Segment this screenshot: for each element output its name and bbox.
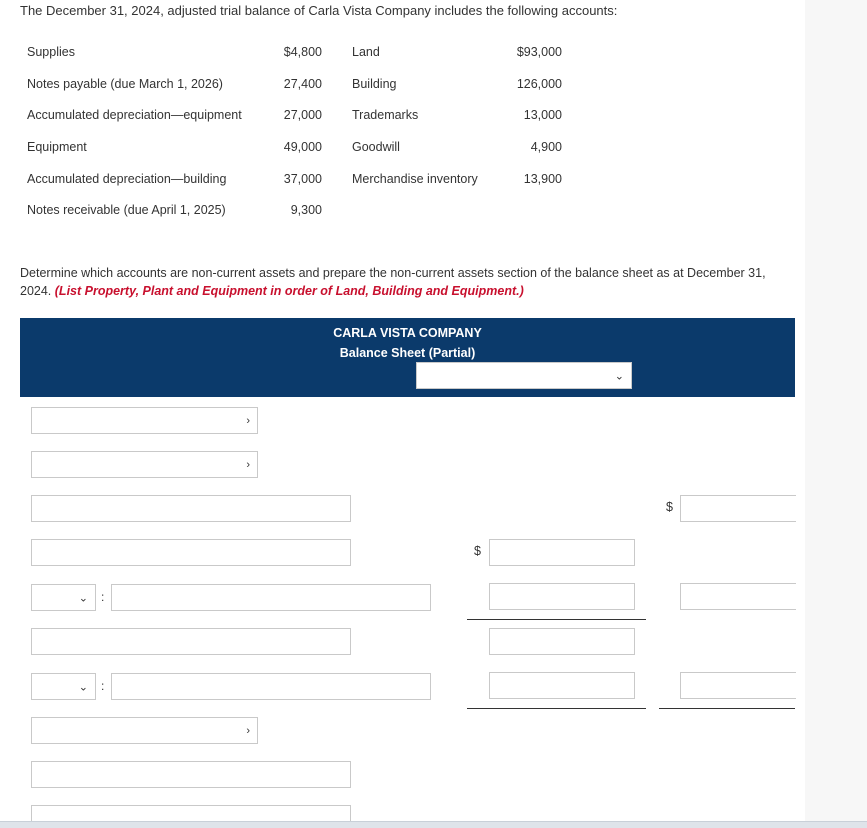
account-amount: 9,300 — [290, 203, 322, 217]
chevron-right-icon: › — [246, 458, 250, 471]
account-name: Notes receivable (due April 1, 2025) — [27, 203, 226, 217]
account-name: Trademarks — [352, 108, 419, 122]
account-name: Accumulated depreciation—building — [27, 172, 227, 186]
chevron-down-icon: ⌄ — [78, 592, 88, 604]
chevron-right-icon: › — [246, 724, 250, 737]
account-input[interactable] — [31, 805, 351, 821]
underline-rule — [467, 619, 646, 620]
account-input[interactable] — [111, 584, 431, 611]
operator-select[interactable] — [31, 673, 96, 700]
colon-separator: : — [101, 679, 105, 693]
account-name: Accumulated depreciation—equipment — [27, 108, 242, 122]
account-amount: $4,800 — [283, 45, 322, 59]
statement-title: Balance Sheet (Partial) — [339, 346, 476, 360]
subsection-heading-select[interactable] — [31, 717, 258, 744]
account-name: Building — [352, 77, 397, 91]
chevron-down-icon: ⌄ — [78, 681, 88, 693]
account-amount: 13,900 — [523, 172, 562, 186]
account-name: Notes payable (due March 1, 2026) — [27, 77, 223, 91]
account-input[interactable] — [31, 628, 351, 655]
chevron-right-icon: › — [246, 414, 250, 427]
company-name: CARLA VISTA COMPANY — [333, 326, 482, 340]
total-amount-input[interactable] — [680, 495, 796, 522]
account-amount: $93,000 — [516, 45, 562, 59]
account-name: Goodwill — [352, 140, 400, 154]
account-amount: 126,000 — [516, 77, 562, 91]
section-heading-select[interactable] — [31, 407, 258, 434]
account-name: Merchandise inventory — [352, 172, 478, 186]
instructions-text: Determine which accounts are non-current assets and prepare the non-current assets section of the balance sheet as at December 31, 2024. — [20, 266, 766, 298]
colon-separator: : — [101, 590, 105, 604]
amount-input[interactable] — [489, 672, 635, 699]
underline-rule — [467, 708, 646, 709]
account-amount: 27,000 — [283, 108, 322, 122]
chevron-down-icon: ⌄ — [614, 370, 624, 382]
account-amount: 13,000 — [523, 108, 562, 122]
statement-header — [20, 318, 795, 397]
dollar-sign: $ — [474, 544, 481, 558]
instructions — [20, 264, 800, 300]
underline-rule — [659, 708, 795, 709]
intro-text: The December 31, 2024, adjusted trial balance of Carla Vista Company includes the following accounts: — [20, 3, 618, 18]
amount-input[interactable] — [489, 628, 635, 655]
right-gutter — [805, 0, 867, 827]
account-name: Land — [352, 45, 380, 59]
amount-input[interactable] — [489, 539, 635, 566]
account-amount: 27,400 — [283, 77, 322, 91]
amount-input[interactable] — [489, 583, 635, 610]
account-amount: 49,000 — [283, 140, 322, 154]
account-input[interactable] — [31, 761, 351, 788]
operator-select[interactable] — [31, 584, 96, 611]
date-select[interactable] — [416, 362, 632, 389]
dollar-sign: $ — [666, 500, 673, 514]
subsection-heading-select[interactable] — [31, 451, 258, 478]
account-input[interactable] — [31, 495, 351, 522]
total-amount-input[interactable] — [680, 672, 796, 699]
account-amount: 37,000 — [283, 172, 322, 186]
account-input[interactable] — [111, 673, 431, 700]
total-amount-input[interactable] — [680, 583, 796, 610]
account-name: Supplies — [27, 45, 75, 59]
account-input[interactable] — [31, 539, 351, 566]
account-name: Equipment — [27, 140, 87, 154]
account-amount: 4,900 — [530, 140, 562, 154]
instructions-note: (List Property, Plant and Equipment in order of Land, Building and Equipment.) — [54, 284, 524, 298]
